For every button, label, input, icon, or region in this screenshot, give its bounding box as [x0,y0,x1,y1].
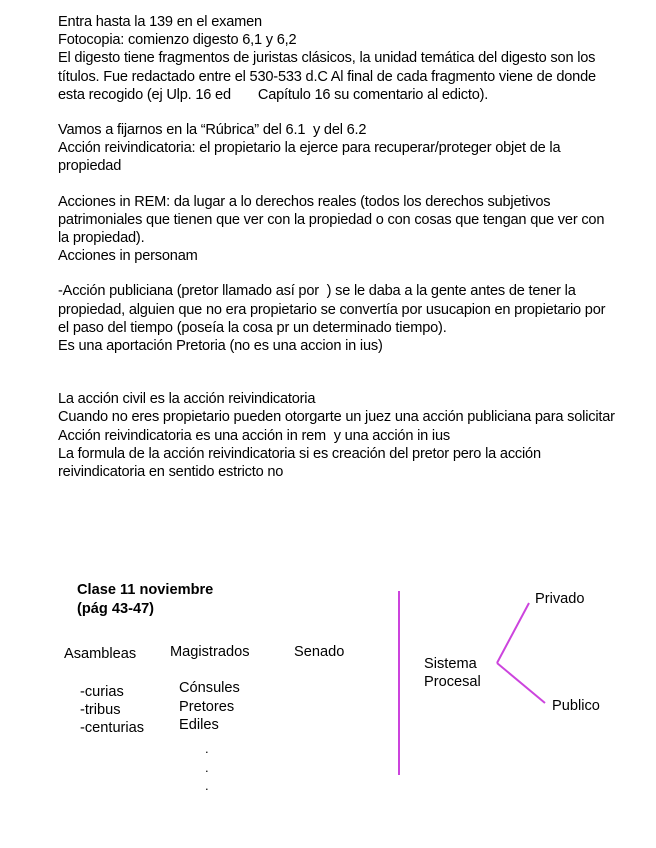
magistrado-item: Ediles [179,717,219,733]
note-paragraph: Cuando no eres propietario pueden otorgarte un juez una acción publiciana para solicitar [58,409,615,426]
asamblea-item: -curias [80,684,124,700]
note-paragraph: Acción reivindicatoria: el propietario la ejerce para recuperar/proteger objet de la propiedad [58,140,565,175]
header-magistrados: Magistrados [170,644,250,660]
publico-label: Publico [552,698,600,714]
note-line: Es una aportación Pretoria (no es una accion in ius) [58,338,383,355]
header-senado: Senado [294,644,345,660]
privado-label: Privado [535,591,585,607]
branch-line-privado [497,603,529,663]
ellipsis-dot: . [205,741,209,756]
note-line: Vamos a fijarnos en la “Rúbrica” del 6.1 y del 6.2 [58,122,367,139]
note-paragraph: -Acción publiciana (pretor llamado así por ) se le daba a la gente antes de tener la propiedad, alguien que no era propietario se convertía por usucapion en propietario por el paso del tiempo (poseía la cosa pr un determinado tiempo). [58,283,610,336]
clase-pages: (pág 43-47) [77,601,155,617]
clase-title: Clase 11 noviembre [77,582,214,598]
ellipsis-dot: . [205,760,209,775]
note-paragraph: El digesto tiene fragmentos de juristas clásicos, la unidad temática del digesto son los títulos. Fue redactado entre el 530-533 d.C Al final de cada fragmento viene de donde esta recogido (ej Ulp. 16 ed Capítulo 16 su comentario al edicto). [58,50,600,103]
note-paragraph: La formula de la acción reivindicatoria si es creación del pretor pero la acción reivindicatoria en sentido estricto no [58,445,545,481]
magistrado-item: Cónsules [179,680,240,696]
sistema-label: Sistema [424,656,477,672]
note-line: Acción reivindicatoria es una acción in rem y una acción in ius [58,427,450,444]
ellipsis-dot: . [205,778,209,793]
note-line: Fotocopia: comienzo digesto 6,1 y 6,2 [58,32,297,49]
procesal-label: Procesal [424,674,481,690]
header-asambleas: Asambleas [64,646,137,662]
magistrado-item: Pretores [179,699,235,715]
note-line: La acción civil es la acción reivindicatoria [58,391,316,408]
note-line: Acciones in personam [58,248,198,265]
asamblea-item: -tribus [80,702,121,718]
asamblea-item: -centurias [80,720,145,736]
branch-line-publico [497,663,545,703]
note-line: Entra hasta la 139 en el examen [58,14,262,30]
note-paragraph: Acciones in REM: da lugar a lo derechos reales (todos los derechos subjetivos patrimoniales que tienen que ver con la propiedad o con cosas que tengan que ver con la propiedad). [58,193,609,247]
